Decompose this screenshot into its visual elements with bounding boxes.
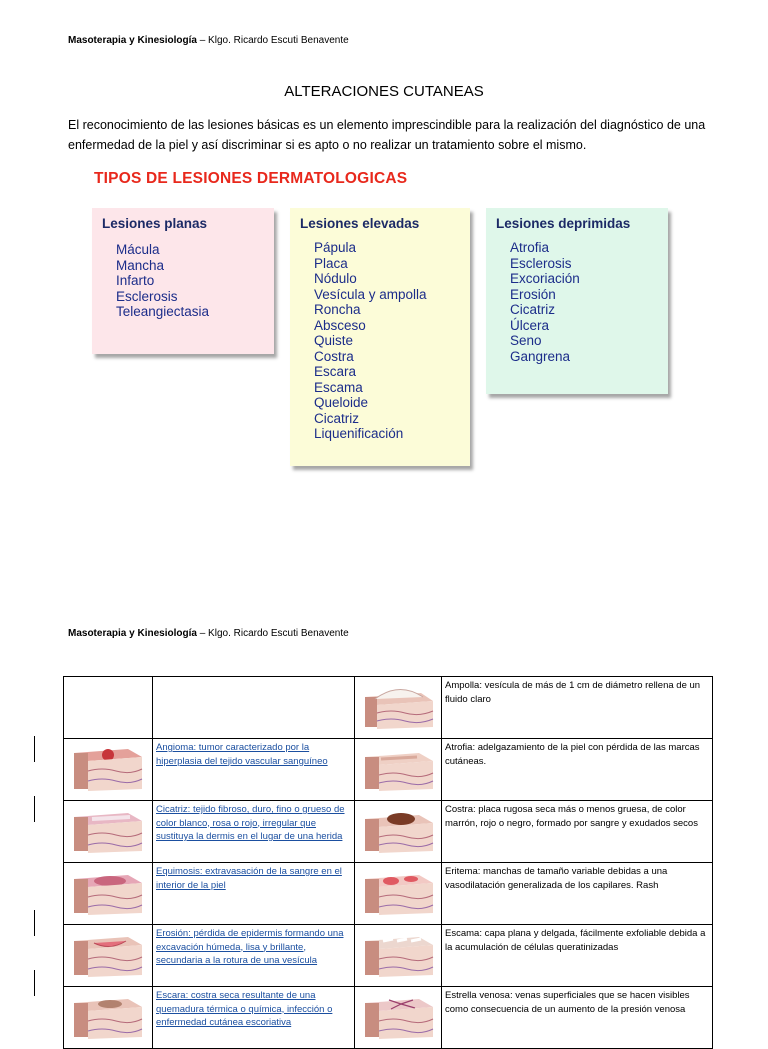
ecchymosis-link[interactable]: Equimosis: extravasación de la sangre en el interior de la piel <box>156 866 342 891</box>
flat-lesion-item: Infarto <box>116 273 155 288</box>
margin-mark <box>34 736 35 762</box>
raised-lesion-item: Placa <box>314 255 348 271</box>
table-row <box>64 863 713 925</box>
depressed-lesion-item: Cicatriz <box>510 302 556 317</box>
table-row <box>64 987 713 1049</box>
table-row <box>64 925 713 987</box>
intro-paragraph: El reconocimiento de las lesiones básicas es un elemento imprescindible para la realización del diagnóstico de una enfermedad de la piel y así discriminar si es apto o no realizar un tratamiento sobre el mismo. <box>68 118 706 152</box>
page-title: ALTERACIONES CUTANEAS <box>284 83 484 100</box>
raised-lesion-item: Liquenificación <box>314 426 404 441</box>
raised-lesions-title: Lesiones elevadas <box>300 216 420 231</box>
lesion-description-cell: Costra: placa rugosa seca más o menos gruesa, de color marrón, rojo o negro, formado por sangre y exudados secos <box>442 801 713 863</box>
depressed-lesion-item: Atrofia <box>510 240 550 255</box>
flat-lesions-title: Lesiones planas <box>102 216 208 231</box>
lesion-image-cell <box>64 677 153 739</box>
depressed-lesions-list <box>510 240 580 364</box>
lesion-image-cell <box>355 739 442 801</box>
lesion-image-cell <box>64 863 153 925</box>
lesion-description-cell: Atrofia: adelgazamiento de la piel con pérdida de las marcas cutáneas. <box>442 739 713 801</box>
flat-lesion-item: Esclerosis <box>116 288 178 304</box>
lesion-description-cell: Escama: capa plana y delgada, fácilmente exfoliable debida a la acumulación de células queratinizadas <box>442 925 713 987</box>
lesion-description-cell <box>153 863 355 925</box>
flat-lesion-item: Mancha <box>116 257 165 273</box>
lesion-description-cell <box>153 801 355 863</box>
raised-lesion-item: Pápula <box>314 240 357 255</box>
page-header <box>68 35 349 46</box>
spider-vein-illustration <box>361 991 435 1041</box>
raised-lesion-item: Quiste <box>314 333 354 348</box>
lesion-image-cell <box>64 801 153 863</box>
lesion-description-cell: Estrella venosa: venas superficiales que se hacen visibles como consecuencia de un aumento de la presión venosa <box>442 987 713 1049</box>
erosion-illustration <box>70 929 146 979</box>
lesion-image-cell <box>355 863 442 925</box>
header-course: Masoterapia y Kinesiología <box>68 628 197 639</box>
lesion-types-figure <box>90 168 680 478</box>
flat-lesion-item: Teleangiectasia <box>116 304 210 319</box>
margin-mark <box>34 970 35 996</box>
flat-lesion-item: Mácula <box>116 242 160 257</box>
margin-mark <box>34 910 35 936</box>
erosion-link[interactable]: Erosión: pérdida de epidermis formando una excavación húmeda, lisa y brillante, secundaria a la rotura de una vesícula <box>156 928 344 966</box>
raised-lesions-list <box>314 240 427 442</box>
flat-lesions-list <box>116 242 209 320</box>
raised-lesion-item: Vesícula y ampolla <box>314 286 427 302</box>
lesion-image-cell <box>355 801 442 863</box>
depressed-lesion-item: Gangrena <box>510 348 571 364</box>
header-author: – Klgo. Ricardo Escuti Benavente <box>196 628 349 639</box>
depressed-lesion-item: Úlcera <box>510 317 550 333</box>
table-row <box>64 677 713 739</box>
lesion-image-cell <box>355 987 442 1049</box>
lesion-image-cell <box>64 925 153 987</box>
depressed-lesion-item: Erosión <box>510 286 556 302</box>
lesion-image-cell <box>355 925 442 987</box>
raised-lesion-item: Roncha <box>314 302 361 317</box>
figure-title: TIPOS DE LESIONES DERMATOLOGICAS <box>94 170 408 187</box>
blister-illustration <box>361 681 435 731</box>
lesion-image-cell <box>64 739 153 801</box>
crust-illustration <box>361 805 435 855</box>
table-row <box>64 801 713 863</box>
erythema-illustration <box>361 867 435 917</box>
scar-link[interactable]: Cicatriz: tejido fibroso, duro, fino o grueso de color blanco, rosa o rojo, irregular que sustituya la dermis en el lugar de una herida <box>156 804 345 842</box>
scar-illustration <box>70 805 146 855</box>
raised-lesion-item: Queloide <box>314 395 369 410</box>
raised-lesion-item: Cicatriz <box>314 410 360 426</box>
table-row <box>64 739 713 801</box>
raised-lesion-item: Escara <box>314 364 357 379</box>
depressed-lesion-item: Excoriación <box>510 271 580 286</box>
raised-lesion-item: Costra <box>314 348 354 364</box>
raised-lesions-box <box>290 208 470 466</box>
margin-mark <box>34 796 35 822</box>
lesions-table <box>63 676 713 1049</box>
atrophy-illustration <box>361 743 435 793</box>
flat-lesions-box <box>92 208 274 354</box>
raised-lesion-item: Escama <box>314 379 363 395</box>
lesion-image-cell <box>64 987 153 1049</box>
depressed-lesions-title: Lesiones deprimidas <box>496 216 631 231</box>
raised-lesion-item: Nódulo <box>314 271 357 286</box>
angioma-link[interactable]: Angioma: tumor caracterizado por la hiperplasia del tejido vascular sanguíneo <box>156 742 328 767</box>
depressed-lesion-item: Esclerosis <box>510 255 572 271</box>
eschar-link[interactable]: Escara: costra seca resultante de una quemadura térmica o química, infección o enfermedad cutánea escoriativa <box>156 990 333 1028</box>
scale-illustration <box>361 929 435 979</box>
lesion-description-cell: Ampolla: vesícula de más de 1 cm de diámetro rellena de un fluido claro <box>442 677 713 739</box>
lesion-description-cell <box>153 987 355 1049</box>
depressed-lesion-item: Seno <box>510 333 542 348</box>
lesion-description-cell: Eritema: manchas de tamaño variable debidas a una vasodilatación generalizada de los capilares. Rash <box>442 863 713 925</box>
lesion-description-cell <box>153 677 355 739</box>
angioma-illustration <box>70 743 146 793</box>
header-author: – Klgo. Ricardo Escuti Benavente <box>196 35 349 46</box>
lesion-image-cell <box>355 677 442 739</box>
depressed-lesions-box <box>486 208 668 394</box>
page-header <box>68 628 349 639</box>
ecchymosis-illustration <box>70 867 146 917</box>
header-course: Masoterapia y Kinesiología <box>68 35 197 46</box>
lesion-description-cell <box>153 739 355 801</box>
eschar-illustration <box>70 991 146 1041</box>
raised-lesion-item: Absceso <box>314 317 366 333</box>
lesion-description-cell <box>153 925 355 987</box>
